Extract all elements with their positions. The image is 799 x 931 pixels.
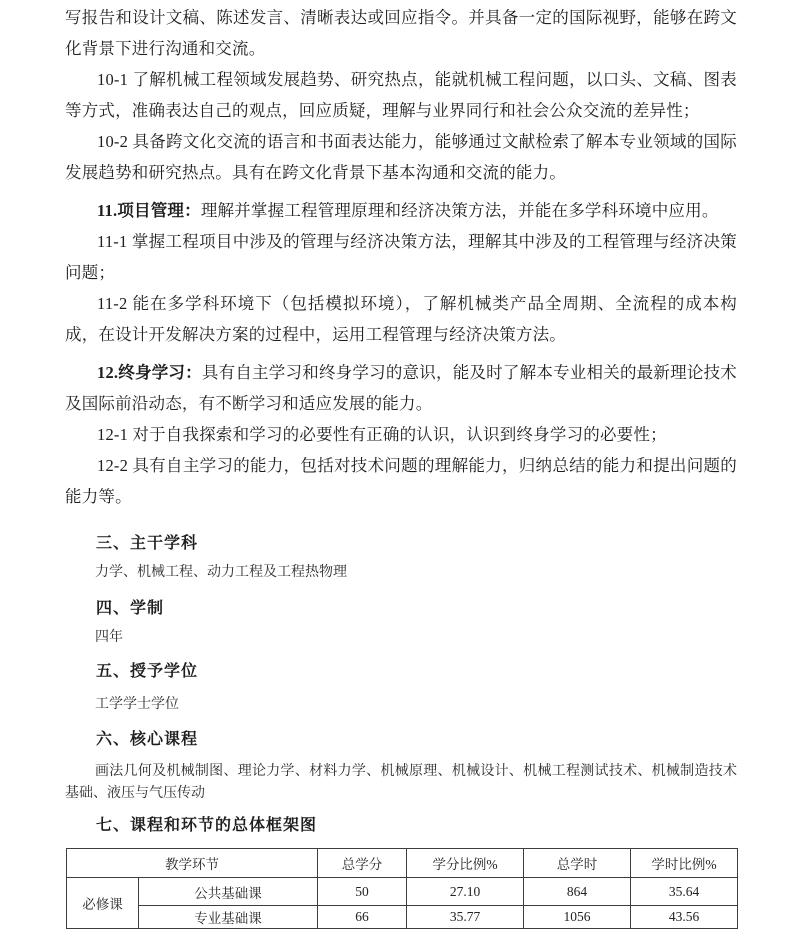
paragraph: 10-2 具备跨文化交流的语言和书面表达能力，能够通过文献检索了解本专业领域的国际发展趋势和研究热点。具有在跨文化背景下基本沟通和交流的能力。 — [65, 132, 737, 182]
table-cell: 35.64 — [631, 878, 738, 906]
paragraph — [65, 195, 737, 226]
table-header-cell: 学时比例% — [631, 849, 738, 878]
paragraph: 12-2 具有自主学习的能力，包括对技术问题的理解能力，归纳总结的能力和提出问题的能力等。 — [65, 456, 737, 506]
paragraph-lead: 11.项目管理： — [97, 201, 201, 220]
paragraph-text: 具有自主学习和终身学习的意识，能及时了解本专业相关的最新理论技术及国际前沿动态，有不断学习和适应发展的能力。 — [65, 363, 737, 413]
section-heading: 四、学制 — [96, 600, 165, 617]
section-body: 画法几何及机械制图、理论力学、材料力学、机械原理、机械设计、机械工程测试技术、机械制造技术基础、液压与气压传动 — [65, 764, 737, 801]
paragraph: 10-1 了解机械工程领域发展趋势、研究热点，能就机械工程问题，以口头、文稿、图表等方式，准确表达自己的观点，回应质疑，理解与业界同行和社会公众交流的差异性； — [65, 70, 737, 120]
table-header-cell: 教学环节 — [67, 849, 318, 878]
paragraph: 写报告和设计文稿、陈述发言、清晰表达或回应指令。并具备一定的国际视野，能够在跨文化背景下进行沟通和交流。 — [65, 8, 737, 58]
framework-table — [66, 848, 738, 929]
section-heading: 三、主干学科 — [96, 535, 199, 552]
table-cell: 27.10 — [407, 878, 524, 906]
table-header-cell: 学分比例% — [407, 849, 524, 878]
paragraph-text: 理解并掌握工程管理原理和经济决策方法，并能在多学科环境中应用。 — [200, 201, 719, 220]
table-cell: 50 — [318, 878, 407, 906]
table-cell: 公共基础课 — [139, 878, 318, 906]
section-heading: 五、授予学位 — [96, 663, 199, 680]
section-heading: 六、核心课程 — [96, 731, 199, 748]
table-cell-category: 必修课 — [67, 878, 139, 929]
table-header-row — [67, 849, 738, 878]
section-body: 力学、机械工程、动力工程及工程热物理 — [95, 565, 347, 580]
section-body: 四年 — [95, 630, 123, 645]
paragraph — [65, 357, 737, 419]
paragraph: 11-2 能在多学科环境下（包括模拟环境），了解机械类产品全周期、全流程的成本构成，在设计开发解决方案的过程中，运用工程管理与经济决策方法。 — [65, 294, 737, 344]
table-header-cell: 总学分 — [318, 849, 407, 878]
table-cell: 35.77 — [407, 906, 524, 929]
table-cell: 43.56 — [631, 906, 738, 929]
table-row — [67, 906, 738, 929]
table-row — [67, 878, 738, 906]
table-header-cell: 总学时 — [524, 849, 631, 878]
section-heading: 七、课程和环节的总体框架图 — [96, 817, 318, 834]
paragraph-lead: 12.终身学习： — [97, 363, 202, 382]
table-cell: 专业基础课 — [139, 906, 318, 929]
paragraph: 12-1 对于自我探索和学习的必要性有正确的认识，认识到终身学习的必要性； — [97, 425, 667, 444]
table-cell: 66 — [318, 906, 407, 929]
paragraph: 11-1 掌握工程项目中涉及的管理与经济决策方法，理解其中涉及的工程管理与经济决策问题； — [65, 232, 737, 282]
section-body: 工学学士学位 — [95, 697, 179, 712]
table-cell: 1056 — [524, 906, 631, 929]
table-cell: 864 — [524, 878, 631, 906]
